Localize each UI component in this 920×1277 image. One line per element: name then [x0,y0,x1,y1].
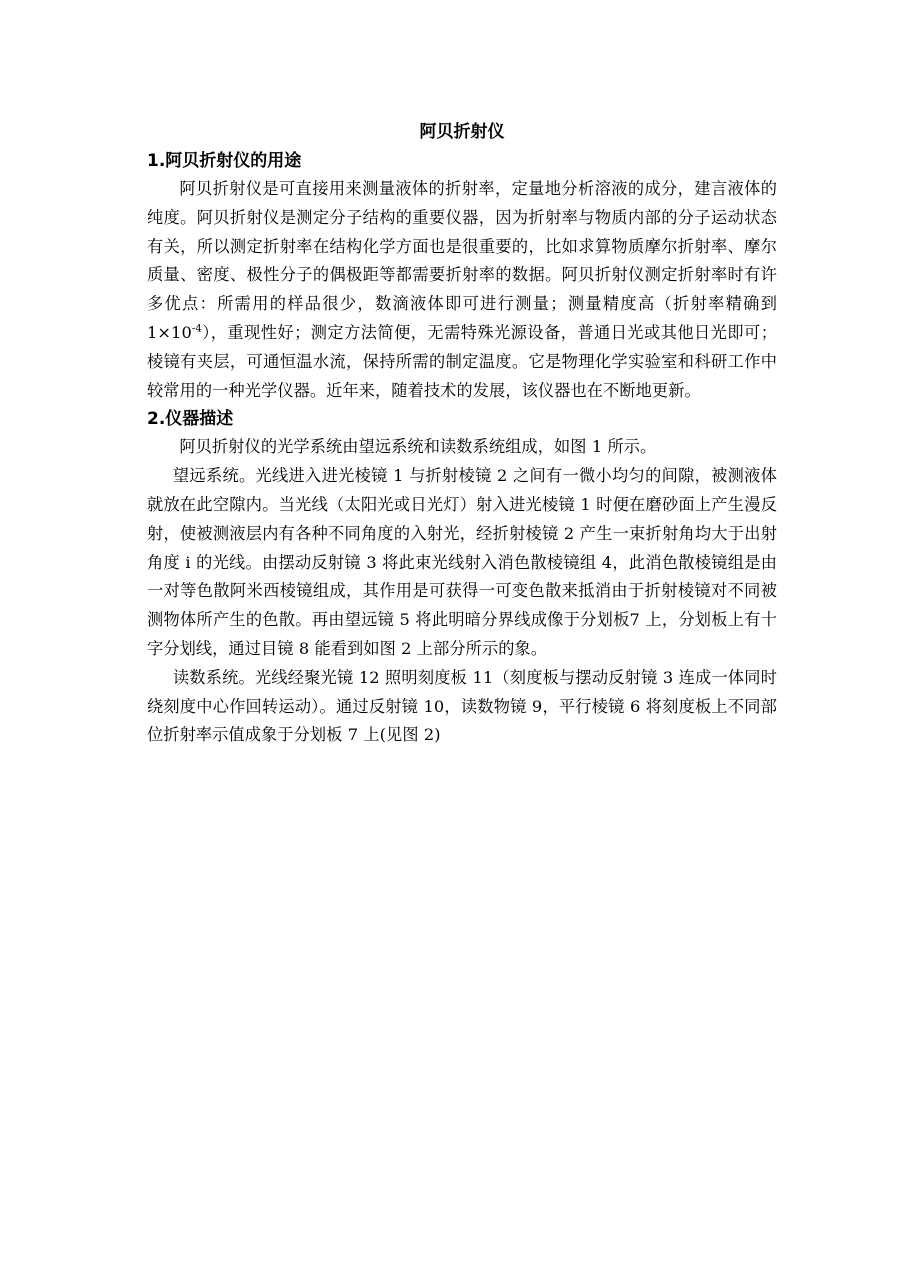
section-1-paragraph-text-a: 阿贝折射仪是可直接用来测量液体的折射率，定量地分析溶液的成分，建言液体的纯度。阿贝折射仪是测定分子结构的重要仪器，因为折射率与物质内部的分子运动状态有关，所以测定折射率在结构化学方面也是很重要的，比如求算物质摩尔折射率、摩尔质量、密度、极性分子的偶极距等都需要折射率的数据。阿贝折射仪测定折射率时有许多优点：所需用的样品很少，数滴液体即可进行测量；测量精度高（折射率精确到 1×10 [147,179,777,342]
document-page [147,117,777,750]
document-title: 阿贝折射仪 [419,122,505,142]
section-1-heading: 1.阿贝折射仪的用途 [147,151,302,171]
section-2-paragraph-1: 阿贝折射仪的光学系统由望远系统和读数系统组成，如图 1 所示。 [179,437,657,457]
superscript-exponent: -4 [191,323,202,335]
section-2-paragraph-3: 读数系统。光线经聚光镜 12 照明刻度板 11（刻度板与摆动反射镜 3 连成一体同时绕刻度中心作回转运动）。通过反射镜 10，读数物镜 9，平行棱镜 6 将刻度板上不同部位折射率示值成象于分划板 7 上(见图 2) [147,667,777,745]
section-1-paragraph-text-b: ），重现性好；测定方法简便，无需特殊光源设备，普通日光或其他日光即可；棱镜有夹层，可通恒温水流，保持所需的制定温度。它是物理化学实验室和科研工作中较常用的一种光学仪器。近年来，随着技术的发展，该仪器也在不断地更新。 [147,322,777,400]
section-2-heading: 2.仪器描述 [147,409,234,430]
section-2-paragraph-2: 望远系统。光线进入进光棱镜 1 与折射棱镜 2 之间有一微小均匀的间隙，被测液体就放在此空隙内。当光线（太阳光或日光灯）射入进光棱镜 1 时便在磨砂面上产生漫反射，使被测液层内有各种不同角度的入射光，经折射棱镜 2 产生一束折射角均大于出射角度 i 的光线。由摆动反射镜 3 将此束光线射入消色散棱镜组 4，此消色散棱镜组是由一对等色散阿米西棱镜组成，其作用是可获得一可变色散来抵消由于折射棱镜对不同被测物体所产生的色散。再由望远镜 5 将此明暗分界线成像于分划板7 上，分划板上有十字分划线，通过目镜 8 能看到如图 2 上部分所示的象。 [147,466,777,658]
section-1-paragraph [147,175,777,405]
